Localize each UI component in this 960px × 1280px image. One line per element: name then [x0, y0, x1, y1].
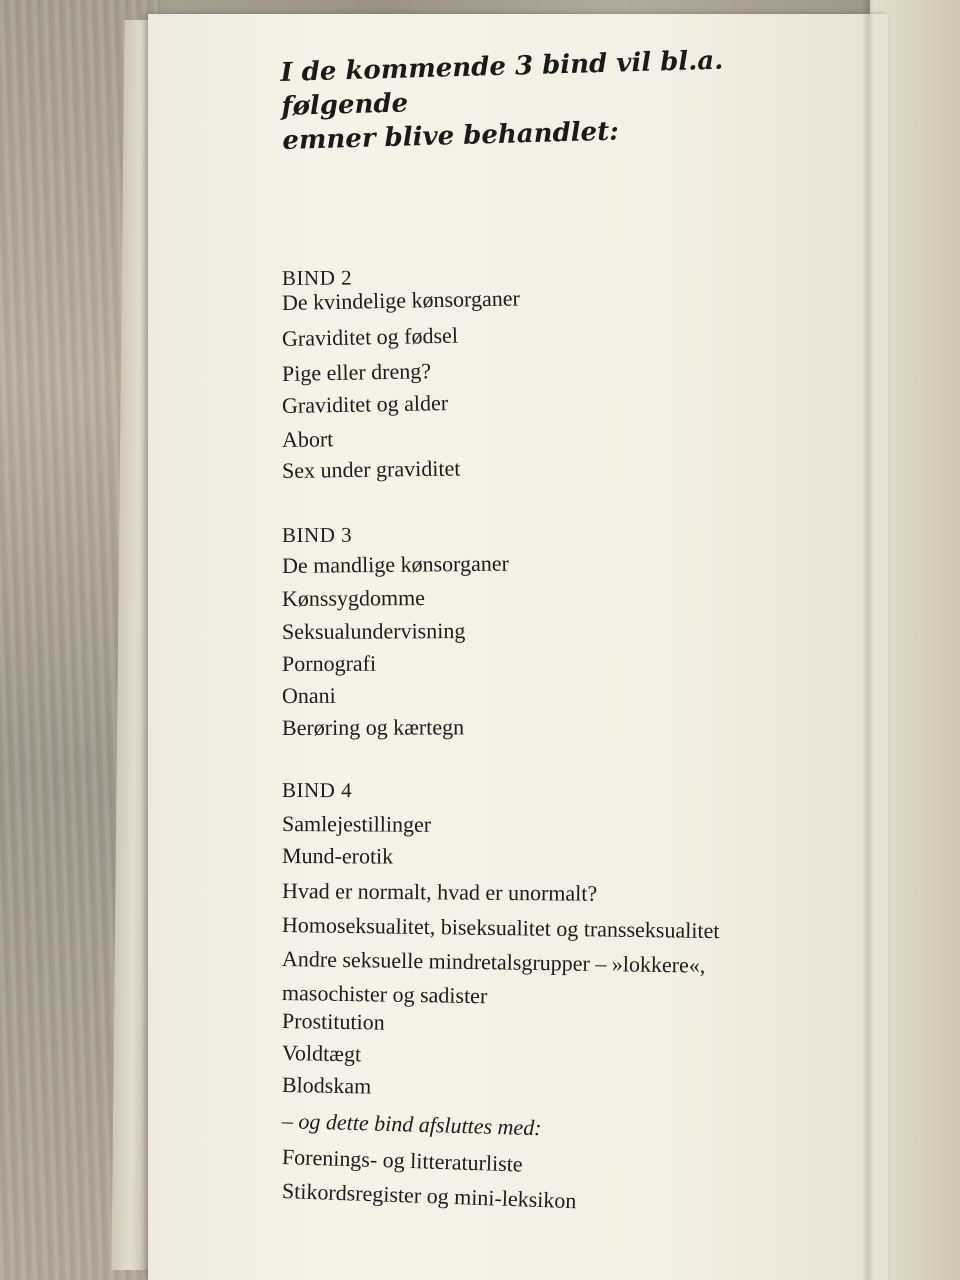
- bind-3-item: De mandlige kønsorganer: [281, 550, 509, 578]
- bind-4-item: Hvad er normalt, hvad er unormalt?: [281, 878, 598, 906]
- bind-4-item: Voldtægt: [281, 1040, 362, 1067]
- bind-4-item: Mund-erotik: [281, 843, 394, 869]
- bind-3-item: Pornografi: [281, 650, 377, 676]
- bind-4-item: Prostitution: [281, 1008, 385, 1035]
- bind-3-item: Onani: [281, 682, 336, 708]
- bind-2-item: Graviditet og fødsel: [281, 322, 459, 351]
- bind-4-item: Samlejestillinger: [281, 811, 432, 837]
- bind-2-item: Pige eller dreng?: [281, 358, 432, 386]
- bind-4-closing-note: – og dette bind afsluttes med:: [281, 1108, 542, 1141]
- bind-2-title: BIND 2: [281, 265, 353, 290]
- bind-3-item: Berøring og kærtegn: [281, 714, 465, 740]
- bind-4-item: masochister og sadister: [281, 980, 488, 1009]
- page-gutter-shadow: [862, 0, 874, 1280]
- bind-3-title: BIND 3: [281, 522, 353, 547]
- bind-4-closing-item: Stikordsregister og mini-leksikon: [281, 1178, 577, 1214]
- bind-4-item: Andre seksuelle mindretalsgrupper – »lokkere«,: [281, 946, 706, 978]
- bind-2-item: De kvindelige kønsorganer: [281, 285, 521, 315]
- page-heading: [280, 40, 843, 158]
- bind-2-item: Abort: [281, 426, 334, 452]
- heading-line-2: emner blive behandlet:: [281, 116, 620, 156]
- bind-4-closing-item: Forenings- og litteraturliste: [281, 1144, 524, 1177]
- bind-4-item: Homoseksualitet, biseksualitet og transseksualitet: [281, 912, 720, 944]
- bind-3-item: Kønssygdomme: [281, 585, 426, 611]
- bind-2-item: Graviditet og alder: [281, 390, 449, 418]
- book-page: [148, 14, 888, 1280]
- heading-line-1: I de kommende 3 bind vil bl.a. følgende: [280, 45, 724, 122]
- bind-3-item: Seksualundervisning: [281, 618, 466, 644]
- bind-4-item: Blodskam: [281, 1072, 372, 1099]
- bind-4-title: BIND 4: [281, 778, 353, 803]
- bind-2-item: Sex under graviditet: [281, 455, 461, 483]
